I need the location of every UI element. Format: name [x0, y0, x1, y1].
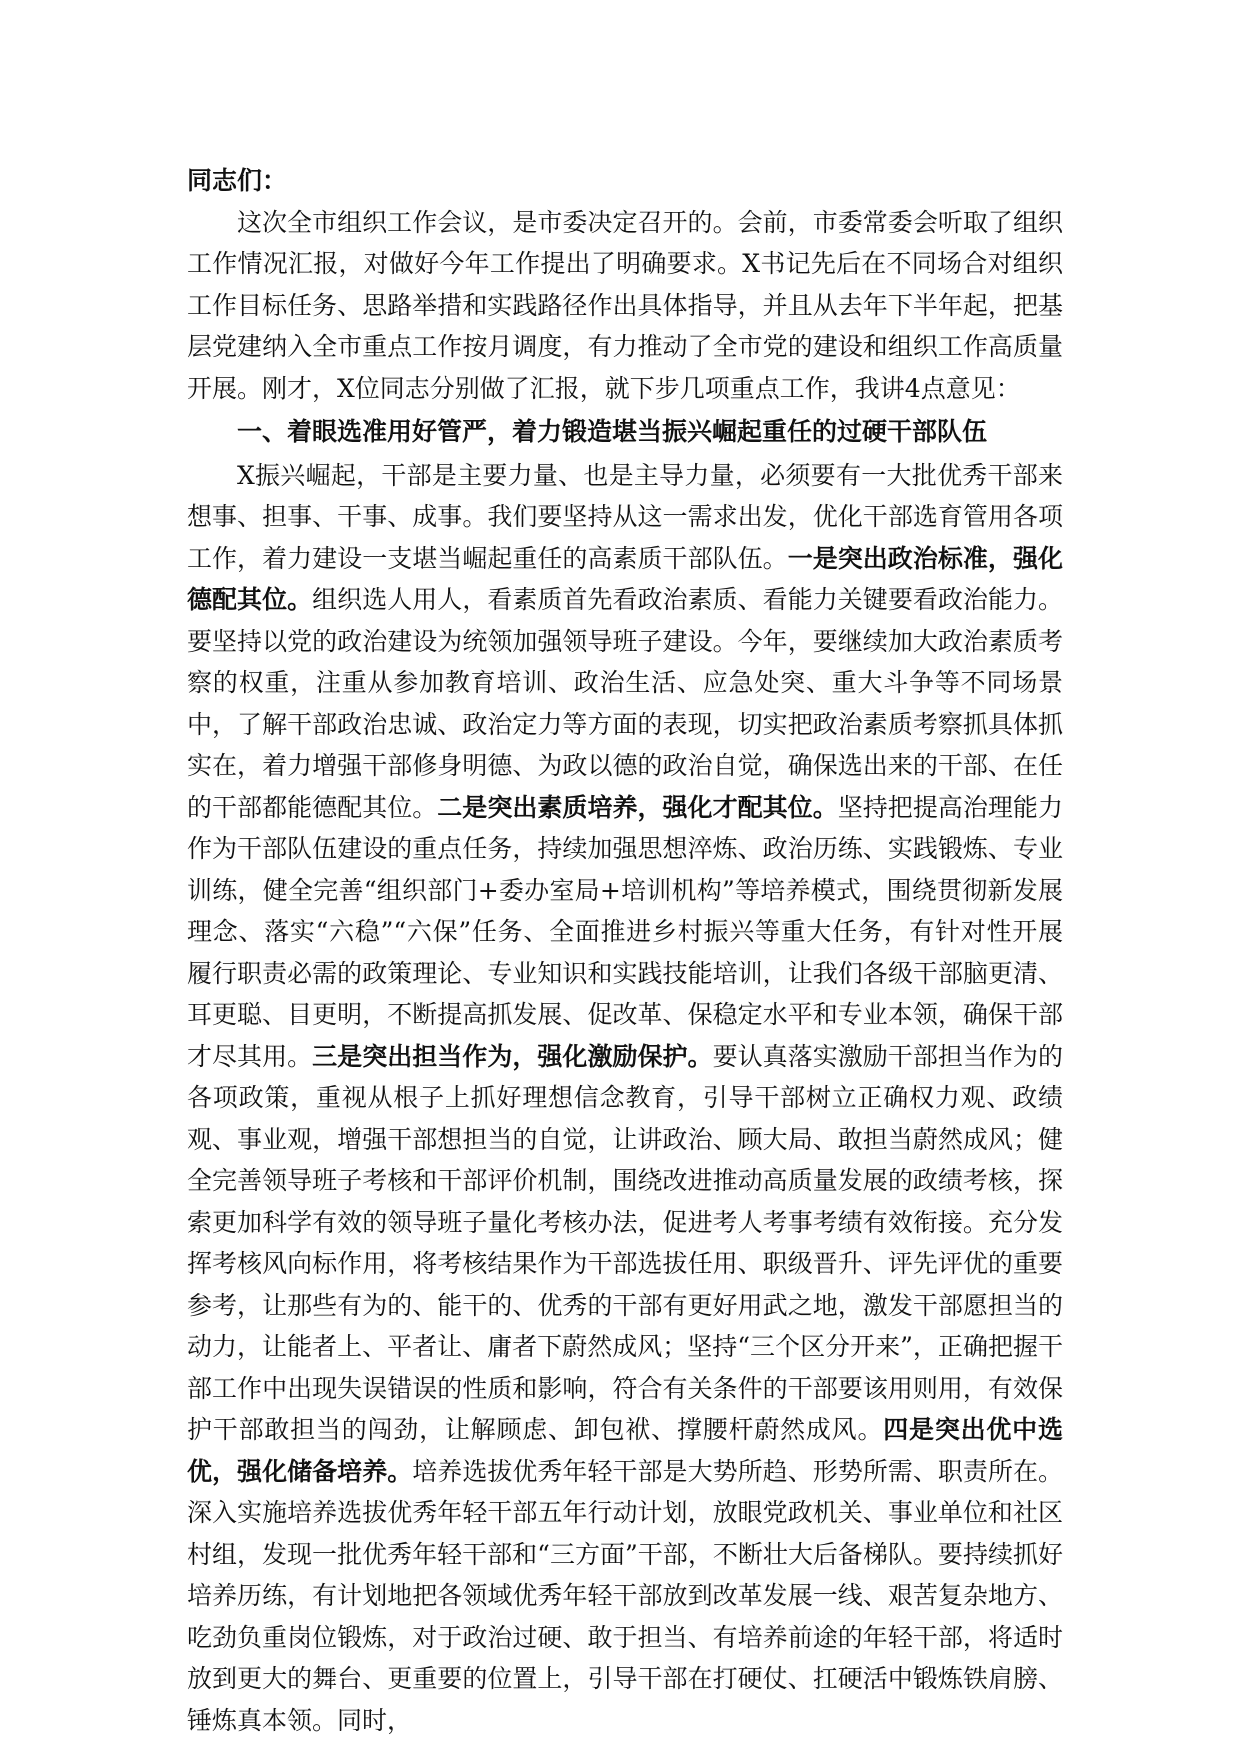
section-1-text-1: X振兴崛起，干部是主要力量、也是主导力量，必须要有一大批优秀干部来想事、担事、干事、成事。我们要坚持从这一需求出发，优化干部选育管用各项工作，着力建设一支堪当崛起重任的高素质干部队伍。: [187, 460, 1063, 573]
point-4-title: 四是突出优中选优，强化储备培养。: [187, 1415, 1063, 1486]
intro-paragraph: 这次全市组织工作会议，是市委决定召开的。会前，市委常委会听取了组织工作情况汇报，对做好今年工作提出了明确要求。X书记先后在不同场合对组织工作目标任务、思路举措和实践路径作出具体指导，并且从去年下半年起，把基层党建纳入全市重点工作按月调度，有力推动了全市党的建设和组织工作高质量开展。刚才，X位同志分别做了汇报，就下步几项重点工作，我讲4点意见：: [187, 207, 1063, 403]
point-3-title: 三是突出担当作为，强化激励保护。: [312, 1041, 713, 1071]
document-page: [187, 160, 1063, 1741]
point-1-title: 一是突出政治标准，强化德配其位。: [187, 543, 1063, 614]
section-1-text-3: 坚持把提高治理能力作为干部队伍建设的重点任务，持续加强思想淬炼、政治历练、实践锻炼、专业训练，健全完善“组织部门+委办室局+培训机构”等培养模式，围绕贯彻新发展理念、落实“六稳”“六保”任务、全面推进乡村振兴等重大任务，有针对性开展履行职责必需的政策理论、专业知识和实践技能培训，让我们各级干部脑更清、耳更聪、目更明，不断提高抓发展、促改革、保稳定水平和专业本领，确保干部才尽其用。: [187, 792, 1063, 1071]
salutation: 同志们：: [187, 166, 288, 195]
section-1-body: [187, 455, 1063, 1742]
section-1-text-4: 要认真落实激励干部担当作为的各项政策，重视从根子上抓好理想信念教育，引导干部树立正确权力观、政绩观、事业观，增强干部想担当的自觉，让讲政治、顾大局、敢担当蔚然成风；健全完善领导班子考核和干部评价机制，围绕改进推动高质量发展的政绩考核，探索更加科学有效的领导班子量化考核办法，促进考人考事考绩有效衔接。充分发挥考核风向标作用，将考核结果作为干部选拔任用、职级晋升、评先评优的重要参考，让那些有为的、能干的、优秀的干部有更好用武之地，激发干部愿担当的动力，让能者上、平者让、庸者下蔚然成风；坚持“三个区分开来”，正确把握干部工作中出现失误错误的性质和影响，符合有关条件的干部要该用则用，有效保护干部敢担当的闯劲，让解顾虑、卸包袱、撑腰杆蔚然成风。: [187, 1041, 1063, 1444]
section-1-text-5: 培养选拔优秀年轻干部是大势所趋、形势所需、职责所在。深入实施培养选拔优秀年轻干部五年行动计划，放眼党政机关、事业单位和社区村组，发现一批优秀年轻干部和“三方面”干部，不断壮大后备梯队。要持续抓好培养历练，有计划地把各领域优秀年轻干部放到改革发展一线、艰苦复杂地方、吃劲负重岗位锻炼，对于政治过硬、敢于担当、有培养前途的年轻干部，将适时放到更大的舞台、更重要的位置上，引导干部在打硬仗、扛硬活中锻炼铁肩膀、锤炼真本领。同时，: [187, 1456, 1063, 1735]
section-1-text-2: 组织选人用人，看素质首先看政治素质、看能力关键要看政治能力。要坚持以党的政治建设为统领加强领导班子建设。今年，要继续加大政治素质考察的权重，注重从参加教育培训、政治生活、应急处突、重大斗争等不同场景中，了解干部政治忠诚、政治定力等方面的表现，切实把政治素质考察抓具体抓实在，着力增强干部修身明德、为政以德的政治自觉，确保选出来的干部、在任的干部都能德配其位。: [187, 585, 1063, 822]
section-1-heading: 一、着眼选准用好管严，着力锻造堪当振兴崛起重任的过硬干部队伍: [237, 417, 988, 446]
point-2-title: 二是突出素质培养，强化才配其位。: [437, 792, 838, 822]
